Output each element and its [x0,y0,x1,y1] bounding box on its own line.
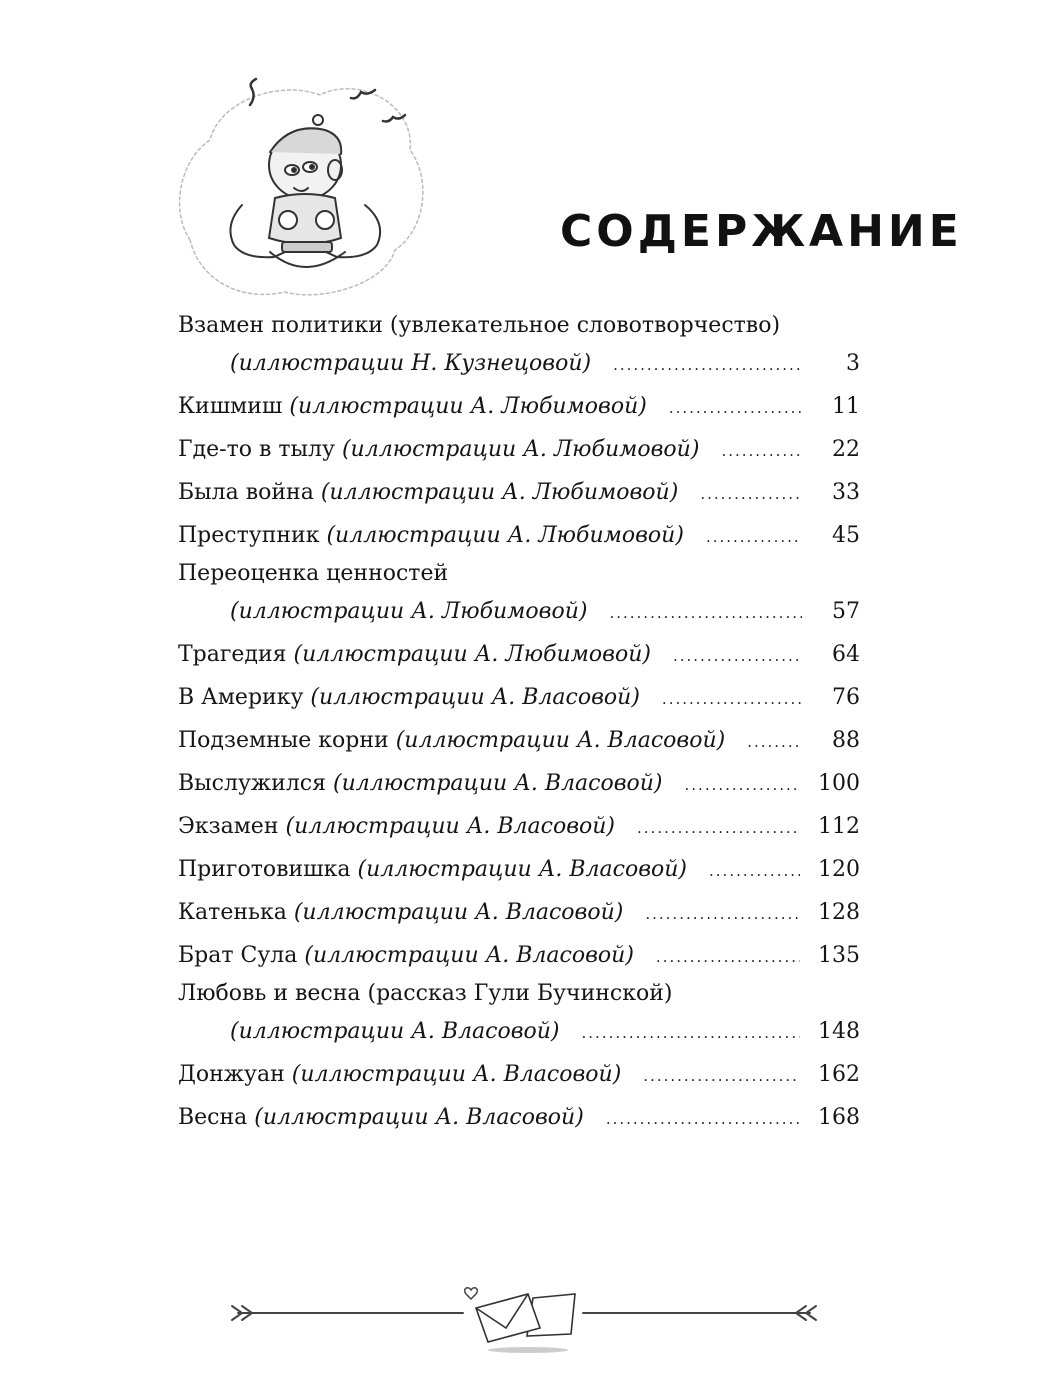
toc-entry [178,676,860,719]
toc-entry [178,428,860,471]
toc-entry-illustrator: (иллюстрации А. Власовой) [304,943,634,968]
toc-entry [178,471,860,514]
toc-entry [178,1053,860,1096]
toc-entry-illustrator: (иллюстрации А. Любимовой) [320,480,679,505]
toc-entry [178,309,860,385]
toc-entry-page: 112 [818,814,860,839]
toc-entry-illustrator: (иллюстрации А. Власовой) [395,728,726,753]
toc-entry-illustrator: (иллюстрации А. Любимовой) [341,437,700,462]
toc-entry [178,514,860,557]
toc-entry-illustrator: (иллюстрации А. Любимовой) [293,642,651,667]
toc-entry-illustrator: (иллюстрации Н. Кузнецовой) [230,351,592,376]
toc-entry-title: Взамен политики (увлекательное словотворчество) [178,313,781,338]
toc-entry-illustrator: (иллюстрации А. Власовой) [254,1105,584,1130]
toc-entry-page: 33 [832,480,860,505]
toc-leader-dots [721,430,802,473]
toc-entry-title: Весна [178,1105,248,1130]
toc-entry [178,633,860,676]
boy-illustration [170,70,430,305]
toc-entry-page: 168 [818,1105,860,1130]
toc-entry-page: 22 [832,437,860,462]
decorative-divider [228,1268,820,1358]
toc-entry [178,719,860,762]
toc-entry-illustrator: (иллюстрации А. Власовой) [333,771,663,796]
toc-leader-dots [606,1098,800,1141]
toc-entry-title: Любовь и весна (рассказ Гули Бучинской) [178,981,673,1006]
envelope-icon [476,1294,575,1353]
toc-entry-page: 135 [818,943,860,968]
toc-entry-page: 88 [832,728,860,753]
toc-entry-page: 148 [818,1019,860,1044]
toc-entry [178,977,860,1053]
toc-entry [178,557,860,633]
toc-entry-page: 11 [832,394,860,419]
toc-entry-illustrator: (иллюстрации А. Власовой) [293,900,624,925]
toc-entry [178,891,860,934]
toc-entry-page: 64 [832,642,860,667]
toc-leader-dots [643,1055,800,1098]
page-title: СОДЕРЖАНИЕ [560,206,963,257]
toc-leader-dots [613,344,802,387]
toc-entry-page: 45 [832,523,860,548]
toc-entry-page: 128 [818,900,860,925]
toc-entry-title: Переоценка ценностей [178,561,449,586]
toc-leader-dots [656,936,800,979]
heart-icon [465,1288,478,1299]
toc-entry-title: Экзамен [178,814,279,839]
toc-entry-illustrator: (иллюстрации А. Власовой) [285,814,616,839]
toc-entry-title: Преступник [178,523,320,548]
toc-leader-dots [706,516,802,559]
toc-entry-illustrator: (иллюстрации А. Любимовой) [289,394,647,419]
toc-entry-page: 57 [832,599,860,624]
toc-entry-page: 120 [818,857,860,882]
toc-leader-dots [637,807,800,850]
toc-leader-dots [669,387,802,430]
toc-entry [178,385,860,428]
toc-entry-page: 100 [818,771,860,796]
toc-entry-illustrator: (иллюстрации А. Власовой) [310,685,640,710]
toc-entry-title: В Америку [178,685,304,710]
toc-entry [178,805,860,848]
toc-entry [178,934,860,977]
toc-entry-illustrator: (иллюстрации А. Власовой) [291,1062,622,1087]
toc-leader-dots [709,850,800,893]
toc-entry-page: 162 [818,1062,860,1087]
toc-entry [178,848,860,891]
toc-entry-page: 76 [832,685,860,710]
toc-leader-dots [685,764,800,807]
toc-entry-title: Где-то в тылу [178,437,335,462]
toc-entry-title: Брат Сула [178,943,298,968]
toc-leader-dots [662,678,802,721]
toc-entry [178,1096,860,1139]
toc-leader-dots [582,1012,800,1055]
toc-entry-title: Приготовишка [178,857,351,882]
toc-entry-title: Трагедия [178,642,287,667]
table-of-contents [178,309,860,1139]
toc-entry-illustrator: (иллюстрации А. Любимовой) [230,599,588,624]
toc-entry-title: Подземные корни [178,728,389,753]
toc-entry-title: Донжуан [178,1062,285,1087]
toc-entry-illustrator: (иллюстрации А. Любимовой) [326,523,684,548]
toc-entry-title: Кишмиш [178,394,283,419]
toc-leader-dots [747,721,802,764]
toc-leader-dots [645,893,800,936]
toc-entry-title: Выслужился [178,771,326,796]
toc-leader-dots [673,635,802,678]
toc-entry-title: Была война [178,480,314,505]
toc-leader-dots [609,592,802,635]
toc-entry-illustrator: (иллюстрации А. Власовой) [357,857,688,882]
toc-entry [178,762,860,805]
toc-leader-dots [700,473,802,516]
toc-entry-page: 3 [846,351,860,376]
toc-entry-title: Катенька [178,900,287,925]
toc-entry-illustrator: (иллюстрации А. Власовой) [230,1019,560,1044]
